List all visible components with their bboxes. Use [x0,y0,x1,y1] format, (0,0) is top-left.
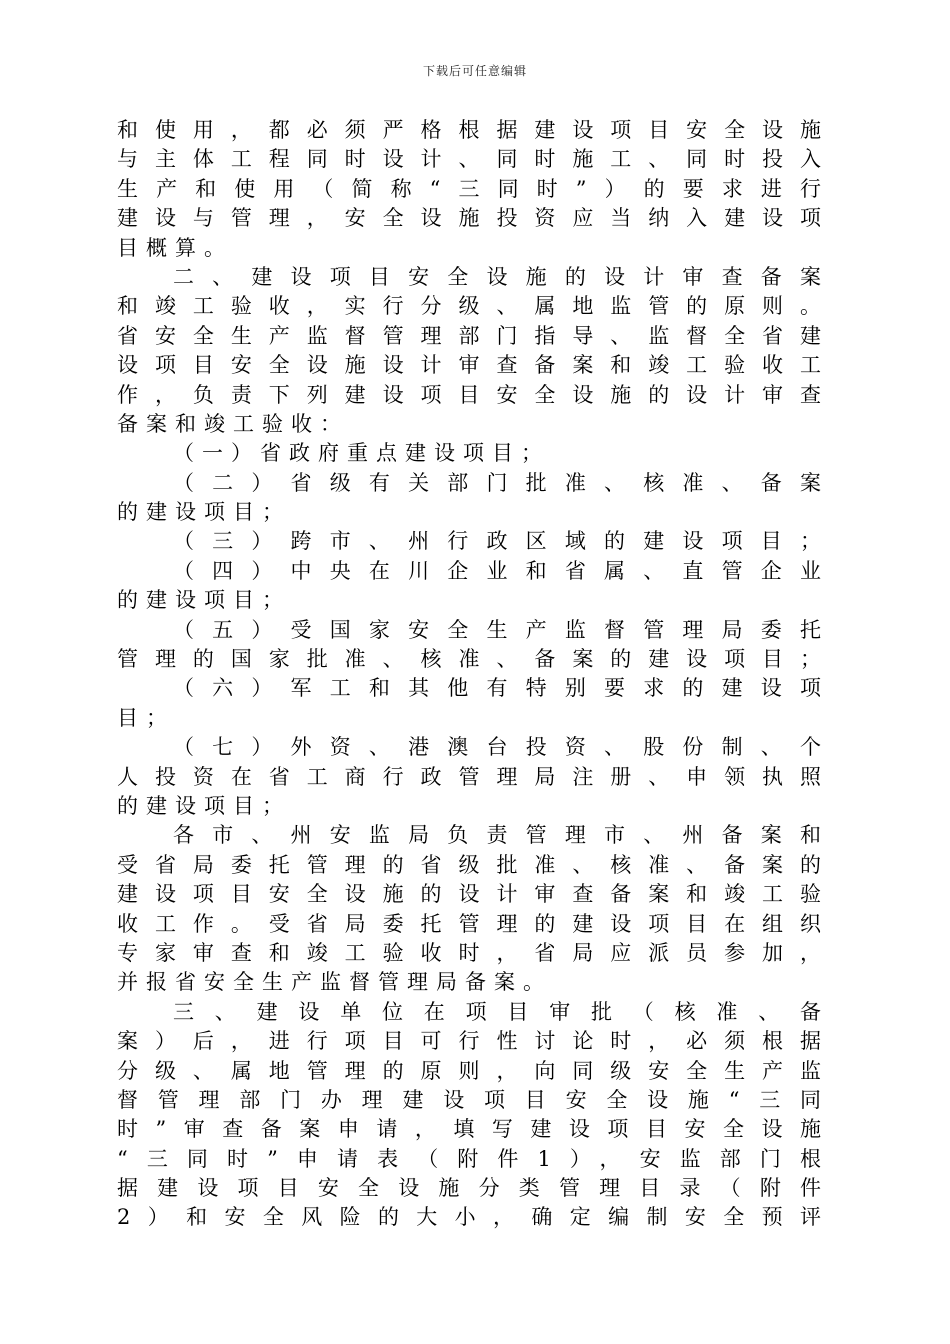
text-line: 三、建设单位在项目审批（核准、备 [173,999,821,1024]
text-line: 二、建设项目安全设施的设计审查备案 [173,264,821,289]
text-line: “三同时”申请表（附件1），安监部门根 [117,1146,821,1171]
text-line: 省安全生产监督管理部门指导、监督全省建 [117,323,821,348]
text-line: 和使用，都必须严格根据建设项目安全设施 [117,118,821,142]
text-line: （六）军工和其他有特别要求的建设项 [173,676,821,701]
text-line: 的建设项目； [117,588,291,613]
text-line: 案）后，进行项目可行性讨论时，必须根据 [117,1029,821,1054]
text-line: 分级、属地管理的原则，向同级安全生产监 [117,1058,821,1083]
text-line: 和竣工验收，实行分级、属地监管的原则。 [117,294,821,319]
text-line: 目； [117,705,175,730]
text-line: 生产和使用（简称“三同时”）的要求进行 [117,176,821,201]
text-line: 2）和安全风险的大小，确定编制安全预评 [117,1205,821,1230]
text-line: 受省局委托管理的省级批准、核准、备案的 [117,852,821,877]
text-line: （四）中央在川企业和省属、直管企业 [173,558,821,583]
text-line: 督管理部门办理建设项目安全设施“三同 [117,1087,821,1112]
text-line: 建设项目安全设施的设计审查备案和竣工验 [117,882,821,907]
text-line: 管理的国家批准、核准、备案的建设项目； [117,647,821,672]
text-line: （七）外资、港澳台投资、股份制、个 [173,735,821,760]
text-line: （二）省级有关部门批准、核准、备案 [173,470,821,495]
page-header: 下载后可任意编辑 [422,64,527,78]
text-line: 备案和竣工验收： [117,411,349,436]
text-line: 各市、州安监局负责管理市、州备案和 [173,823,821,848]
text-line: 目概算。 [117,235,233,260]
text-line: 的建设项目； [117,500,291,525]
text-line: 据建设项目安全设施分类管理目录（附件 [117,1176,821,1201]
text-line: （三）跨市、州行政区域的建设项目； [173,529,821,554]
text-line: 专家审查和竣工验收时，省局应派员参加， [117,940,821,965]
text-line: 设项目安全设施设计审查备案和竣工验收工 [117,353,821,378]
text-line: 的建设项目； [117,793,291,818]
text-line: 建设与管理，安全设施投资应当纳入建设项 [117,206,821,231]
text-line: （五）受国家安全生产监督管理局委托 [173,617,821,642]
text-line: 人投资在省工商行政管理局注册、申领执照 [117,764,821,789]
document-body [117,116,821,1233]
text-line: 并报省安全生产监督管理局备案。 [117,970,552,995]
text-line: 作，负责下列建设项目安全设施的设计审查 [117,382,821,407]
text-line: 收工作。受省局委托管理的建设项目在组织 [117,911,821,936]
text-line: （一）省政府重点建设项目； [173,441,550,466]
text-line: 与主体工程同时设计、同时施工、同时投入 [117,147,821,172]
text-line: 时”审查备案申请，填写建设项目安全设施 [117,1117,821,1142]
